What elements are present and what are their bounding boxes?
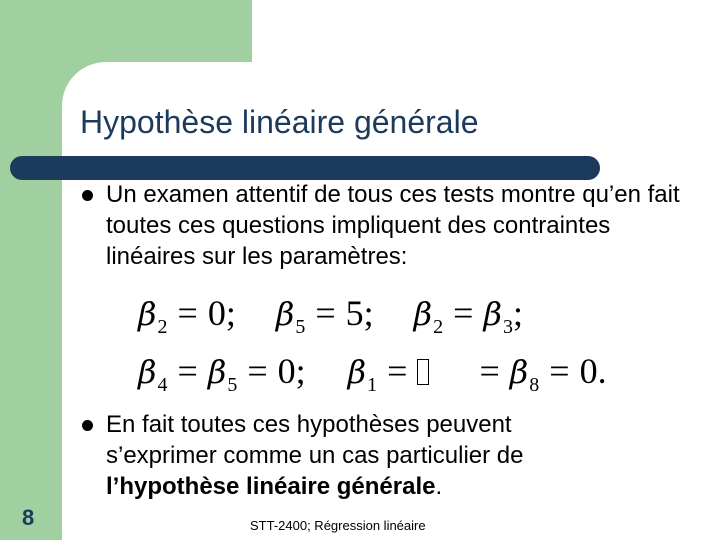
formula-operator: = [177, 293, 198, 333]
formula-symbol: β [138, 353, 157, 391]
bullet-1-icon [82, 190, 93, 201]
title-underline-bar [10, 156, 600, 180]
formula-operator: = [479, 351, 500, 391]
formula-line-1 [138, 292, 523, 339]
formula-subscript: 4 [157, 374, 168, 396]
formula-subscript: 5 [295, 316, 306, 338]
bullet-1-text: Un examen attentif de tous ces tests montre qu’en fait toutes ces questions impliquent des contraintes linéaires sur les paramètres: [106, 181, 680, 270]
formula-value: 5; [345, 293, 374, 333]
bullet-2-text [106, 409, 626, 502]
bullet-2-plain: En fait toutes ces hypothèses peuvent s’exprimer comme un cas particulier de [106, 411, 524, 469]
formula-subscript: 1 [367, 374, 378, 396]
formula-symbol: β [138, 295, 157, 333]
formula-subscript: 2 [157, 316, 168, 338]
formula-subscript: 3 [502, 316, 513, 338]
bullet-2-bold: l’hypothèse linéaire générale [106, 473, 436, 500]
formula-symbol: β [207, 353, 227, 391]
formula-symbol: β [347, 353, 367, 391]
formula-operator: = [387, 351, 408, 391]
formula-operator: = [177, 351, 198, 391]
formula-line-2 [138, 350, 607, 397]
slide-footer: STT-2400; Régression linéaire [250, 518, 426, 533]
formula-operator: = [549, 351, 570, 391]
slide-title: Hypothèse linéaire générale [80, 104, 479, 140]
formula-symbol: β [483, 295, 502, 333]
formula-symbol: β [275, 295, 295, 333]
formula-value: 0. [579, 351, 607, 391]
formula-operator: = [315, 293, 336, 333]
formula-symbol: β [413, 295, 433, 333]
formula-subscript: 8 [529, 374, 540, 396]
bullet-2-icon [82, 420, 93, 431]
formula-value: 0; [277, 351, 306, 391]
formula-operator: = [247, 351, 268, 391]
formula-operator: = [453, 293, 474, 333]
bullet-2-end: . [435, 473, 443, 500]
formula-subscript: 2 [433, 316, 444, 338]
formula-subscript: 5 [227, 374, 238, 396]
missing-glyph-box [417, 359, 429, 385]
formula-symbol: β [509, 353, 529, 391]
formula-punctuation: ; [512, 293, 523, 333]
slide-number: 8 [22, 505, 35, 530]
formula-value: 0; [207, 293, 236, 333]
